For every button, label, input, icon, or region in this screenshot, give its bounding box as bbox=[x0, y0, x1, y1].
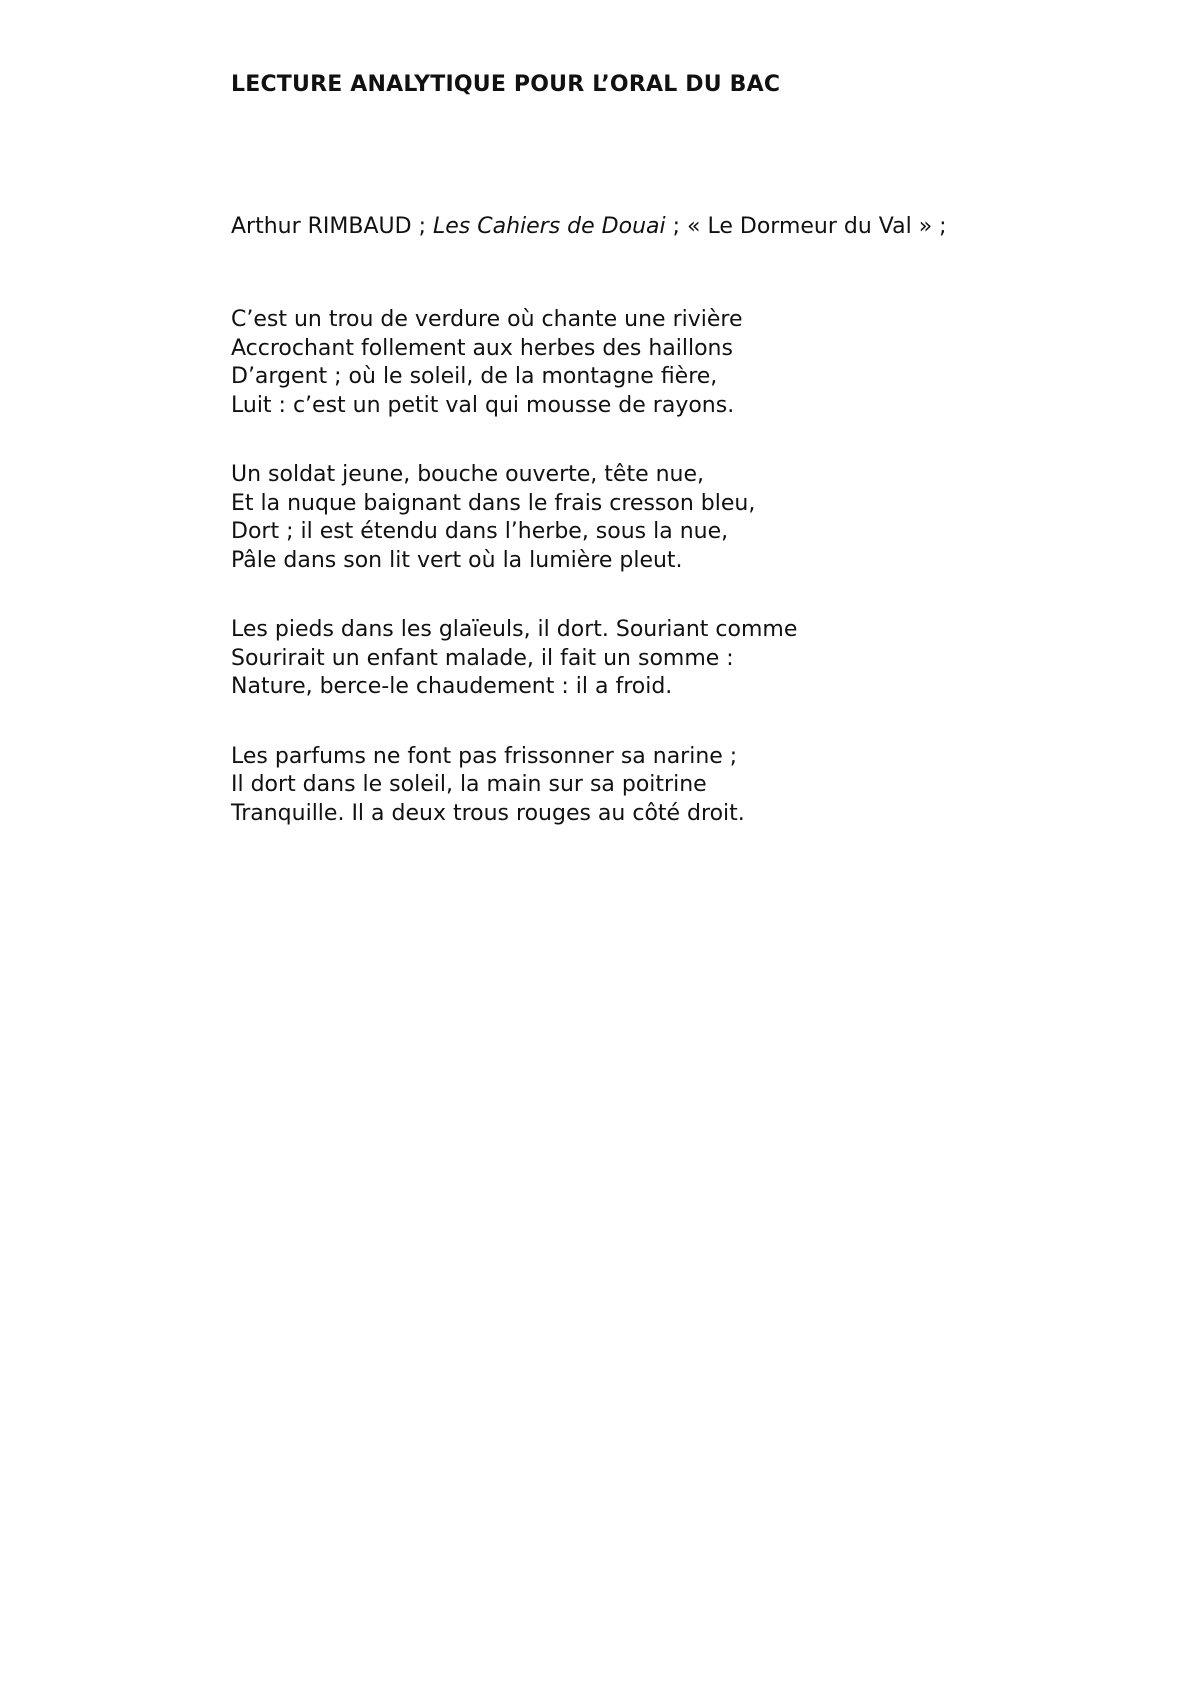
verse-line: Pâle dans son lit vert où la lumière pleut. bbox=[231, 547, 683, 573]
verse-line: C’est un trou de verdure où chante une rivière bbox=[231, 307, 743, 332]
author-name: Arthur RIMBAUD bbox=[231, 214, 412, 239]
source-reference bbox=[231, 214, 947, 239]
verse-line: D’argent ; où le soleil, de la montagne fière, bbox=[231, 364, 718, 389]
work-title: Les Cahiers de Douai bbox=[433, 214, 666, 239]
verse-line: Les parfums ne font pas frissonner sa narine ; bbox=[231, 743, 738, 769]
verse-line: Et la nuque baignant dans le frais cresson bleu, bbox=[231, 490, 756, 516]
verse-line: Sourirait un enfant malade, il fait un somme : bbox=[231, 645, 734, 671]
poem bbox=[231, 306, 797, 869]
poem-title: « Le Dormeur du Val » ; bbox=[687, 214, 947, 239]
verse-line: Il dort dans le soleil, la main sur sa poitrine bbox=[231, 772, 707, 797]
separator: ; bbox=[665, 214, 688, 239]
separator: ; bbox=[411, 214, 433, 239]
verse-line: Luit : c’est un petit val qui mousse de rayons. bbox=[231, 392, 735, 418]
verse-line: Un soldat jeune, bouche ouverte, tête nue, bbox=[231, 462, 705, 487]
verse-line: Nature, berce-le chaudement : il a froid. bbox=[231, 674, 673, 699]
stanza-2 bbox=[231, 461, 797, 575]
verse-line: Dort ; il est étendu dans l’herbe, sous la nue, bbox=[231, 519, 729, 544]
document-title: LECTURE ANALYTIQUE POUR L’ORAL DU BAC bbox=[231, 72, 781, 97]
stanza-3 bbox=[231, 616, 797, 702]
stanza-4 bbox=[231, 743, 797, 829]
stanza-1 bbox=[231, 306, 797, 420]
verse-line: Les pieds dans les glaïeuls, il dort. Souriant comme bbox=[231, 617, 798, 642]
verse-line: Tranquille. Il a deux trous rouges au côté droit. bbox=[231, 800, 745, 826]
verse-line: Accrochant follement aux herbes des haillons bbox=[231, 335, 733, 361]
